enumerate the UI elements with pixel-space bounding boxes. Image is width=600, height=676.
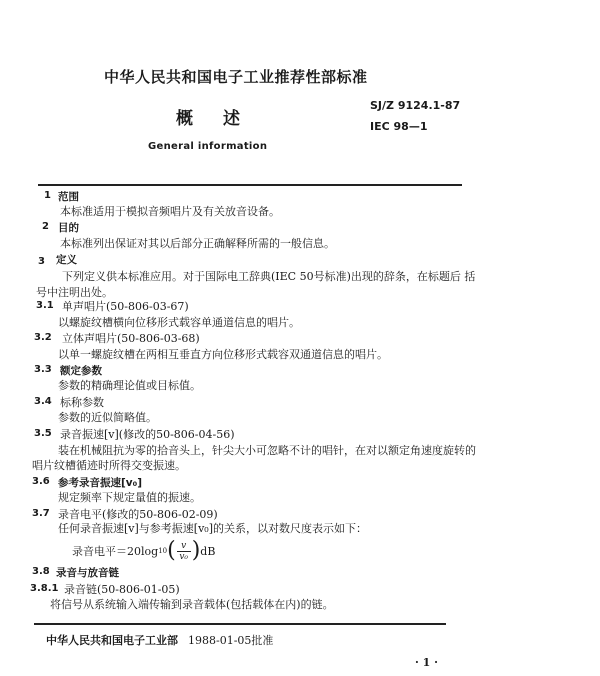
formula-right-paren: ): [191, 538, 201, 563]
section-3-3-body: 参数的精确理论值或目标值。: [58, 379, 201, 392]
section-3-8-1-heading: 录音链(50-806-01-05): [64, 583, 180, 596]
section-3-body-line-1: 下列定义供本标准应用。对于国际电工辞典(IEC 50号标准)出现的辞条，在标题后 括: [62, 270, 476, 283]
section-3-6-heading: 参考录音振速[v₀]: [58, 477, 143, 489]
section-3-3-number: 3.3: [34, 364, 52, 375]
section-3-1-number: 3.1: [36, 300, 54, 311]
section-1-number: 1: [44, 190, 51, 201]
section-3-8-number: 3.8: [32, 566, 50, 577]
section-3-1-heading: 单声唱片(50-806-03-67): [62, 300, 189, 313]
section-1-body: 本标准适用于模拟音频唱片及有关放音设备。: [60, 205, 280, 218]
formula-log-base: 10: [158, 547, 168, 555]
section-3-3-heading: 额定参数: [60, 365, 102, 377]
section-3-4-number: 3.4: [34, 396, 52, 407]
english-title: General information: [148, 141, 268, 152]
section-3-4-heading: 标称参数: [60, 396, 104, 409]
issuing-organization: 中华人民共和国电子工业部: [46, 634, 178, 647]
section-2-number: 2: [42, 221, 49, 232]
document-title-char-1: 概: [176, 109, 193, 129]
section-3-8-heading: 录音与放音链: [56, 567, 119, 579]
section-3-5-body-line-2: 唱片纹槽循迹时所得交变振速。: [32, 459, 186, 472]
formula-fraction: [177, 541, 191, 562]
section-3-2-body: 以单一螺旋纹槽在两相互垂直方向位移形式载容双通道信息的唱片。: [58, 348, 388, 361]
iec-number: IEC 98—1: [370, 120, 428, 133]
document-title: [176, 104, 240, 129]
section-3-2-heading: 立体声唱片(50-806-03-68): [62, 332, 200, 345]
bottom-rule: [34, 623, 446, 625]
section-3-number: 3: [38, 256, 45, 267]
section-3-7-heading: 录音电平(修改的50-806-02-09): [58, 508, 218, 521]
page-number: · 1 ·: [415, 656, 438, 669]
approval-date: 1988-01-05批准: [188, 634, 274, 647]
section-3-5-heading: 录音振速[v](修改的50-806-04-56): [60, 428, 235, 441]
section-3-8-1-body: 将信号从系统输入端传输到录音载体(包括载体在内)的链。: [50, 598, 334, 611]
standard-title: 中华人民共和国电子工业推荐性部标准: [104, 68, 368, 86]
top-rule: [38, 184, 462, 186]
document-title-char-2: 述: [223, 109, 240, 129]
section-3-1-body: 以螺旋纹槽横向位移形式载容单通道信息的唱片。: [58, 316, 300, 329]
section-3-5-body-line-1: 装在机械阻抗为零的拾音头上，针尖大小可忽略不计的唱针，在对以额定角速度旋转的: [58, 444, 476, 457]
section-3-4-body: 参数的近似简略值。: [58, 411, 157, 424]
section-3-6-body: 规定频率下规定量值的振速。: [58, 491, 201, 504]
section-3-8-1-number: 3.8.1: [30, 583, 59, 594]
formula-unit: dB: [200, 544, 216, 558]
section-3-2-number: 3.2: [34, 332, 52, 343]
section-3-7-body: 任何录音振速[v]与参考振速[v₀]的关系，以对数尺度表示如下：: [58, 522, 368, 535]
section-3-7-number: 3.7: [32, 508, 50, 519]
formula-numerator: v: [181, 540, 187, 551]
recording-level-formula: [72, 540, 215, 562]
section-3-body-line-2: 号中注明出处。: [36, 286, 113, 299]
section-2-heading: 目的: [58, 222, 79, 234]
section-3-6-number: 3.6: [32, 476, 50, 487]
section-1-heading: 范围: [58, 191, 79, 203]
standard-number: SJ/Z 9124.1-87: [370, 99, 461, 112]
section-3-heading: 定义: [56, 254, 77, 266]
formula-denominator: v₀: [179, 551, 189, 562]
section-2-body: 本标准列出保证对其以后部分正确解释所需的一般信息。: [60, 237, 335, 250]
formula-lhs: 录音电平＝20log: [72, 545, 159, 558]
section-3-5-number: 3.5: [34, 428, 52, 439]
formula-left-paren: (: [167, 538, 176, 563]
